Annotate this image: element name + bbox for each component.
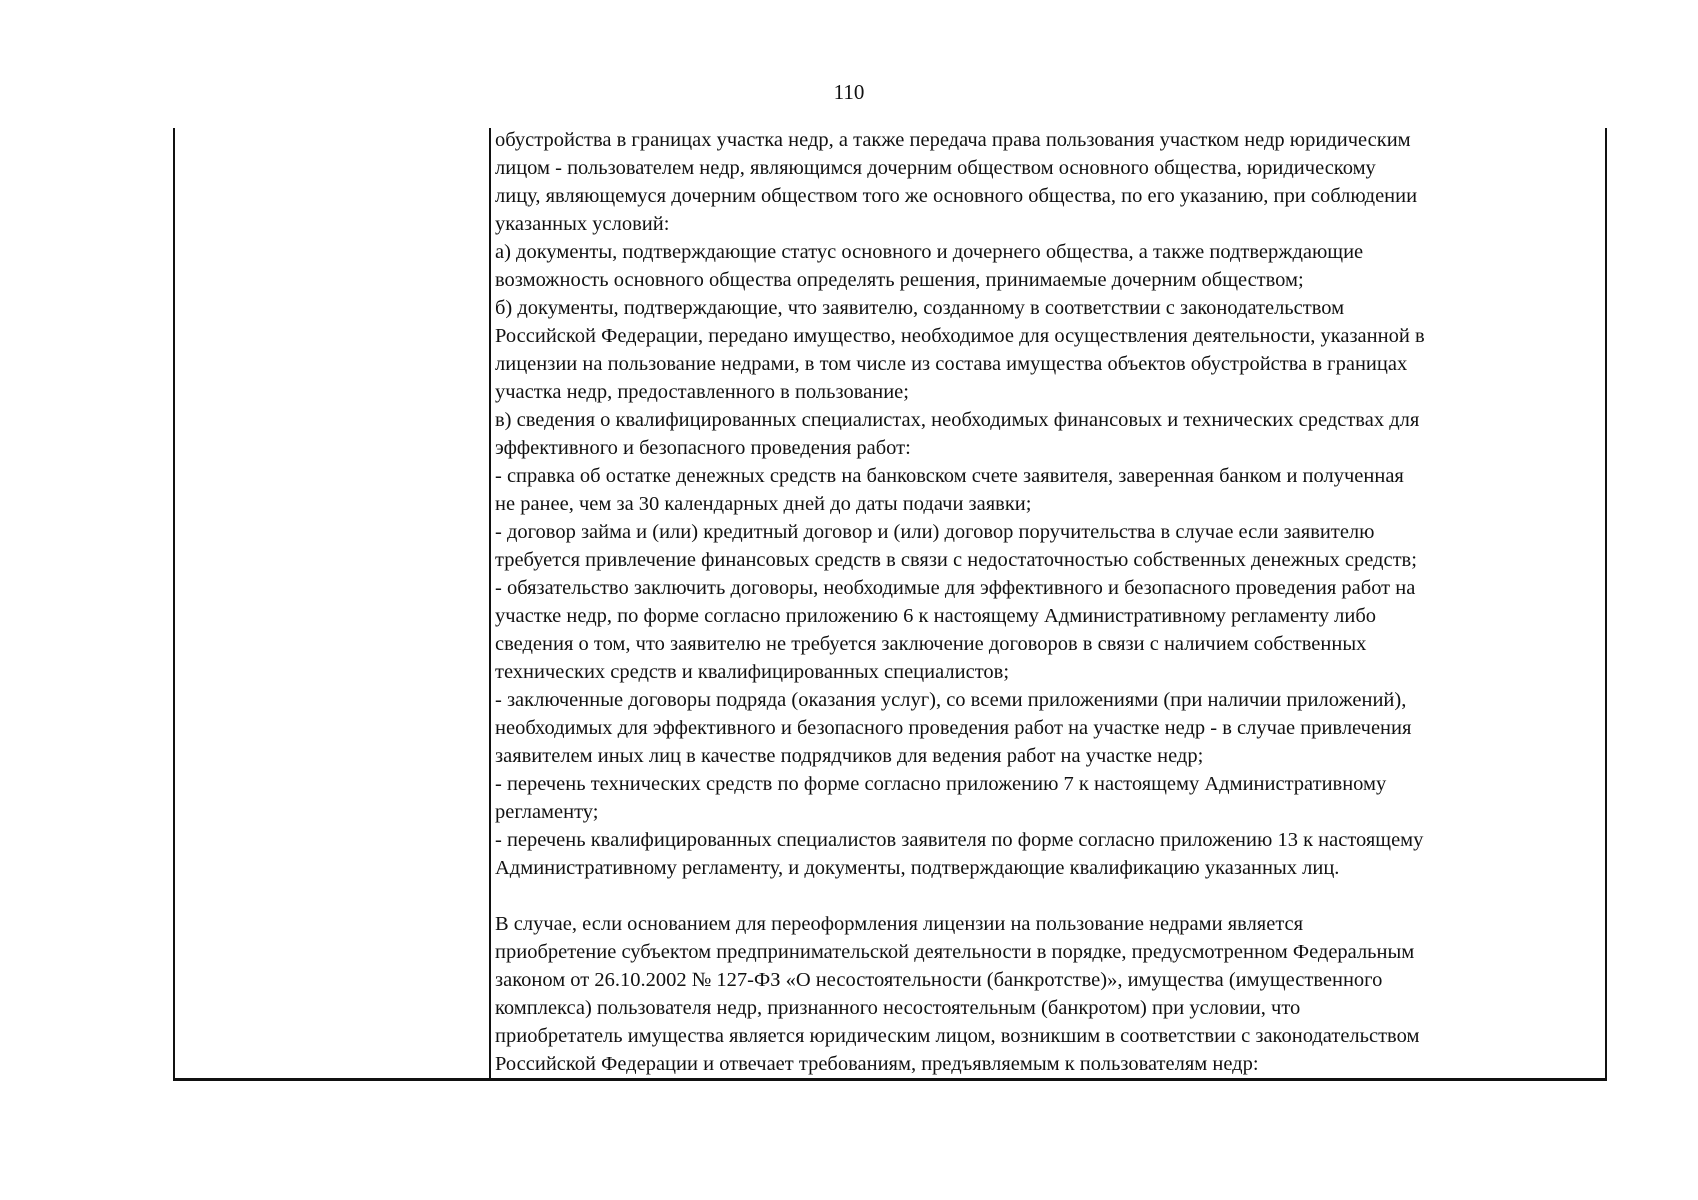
text-line: а) документы, подтверждающие статус основного и дочернего общества, а также подтверждающие xyxy=(495,241,1364,263)
text-line: обустройства в границах участка недр, а также передача права пользования участком недр юридическим xyxy=(495,129,1411,151)
text-line: В случае, если основанием для переоформления лицензии на пользование недрами является xyxy=(495,913,1304,935)
text-line: - перечень технических средств по форме согласно приложению 7 к настоящему Административному xyxy=(495,773,1387,795)
table-right-cell xyxy=(495,126,1600,1078)
text-line: требуется привлечение финансовых средств в связи с недостаточностью собственных денежных средств; xyxy=(495,549,1417,571)
text-line: - заключенные договоры подряда (оказания услуг), со всеми приложениями (при наличии приложений), xyxy=(495,689,1407,711)
text-line: Российской Федерации и отвечает требованиям, предъявляемым к пользователям недр: xyxy=(495,1053,1259,1075)
text-line: Административному регламенту, и документы, подтверждающие квалификацию указанных лиц. xyxy=(495,857,1340,879)
text-line: Российской Федерации, передано имущество, необходимое для осуществления деятельности, указанной в xyxy=(495,325,1425,347)
text-line: лицу, являющемуся дочерним обществом того же основного общества, по его указанию, при соблюдении xyxy=(495,185,1418,207)
text-line: технических средств и квалифицированных специалистов; xyxy=(495,661,1010,683)
text-line: - договор займа и (или) кредитный договор и (или) договор поручительства в случае если заявителю xyxy=(495,521,1375,543)
document-table xyxy=(173,128,1607,1081)
text-line: участке недр, по форме согласно приложению 6 к настоящему Административному регламенту либо xyxy=(495,605,1377,627)
text-line: регламенту; xyxy=(495,801,599,823)
text-line: комплекса) пользователя недр, признанного несостоятельным (банкротом) при условии, что xyxy=(495,997,1301,1019)
paragraph-gap xyxy=(495,882,1600,910)
text-line: заявителем иных лиц в качестве подрядчиков для ведения работ на участке недр; xyxy=(495,745,1204,767)
text-line: законом от 26.10.2002 № 127-ФЗ «О несостоятельности (банкротстве)», имущества (имущественного xyxy=(495,969,1383,991)
page-number: 110 xyxy=(833,80,865,104)
text-line: - перечень квалифицированных специалистов заявителя по форме согласно приложению 13 к настоящему xyxy=(495,829,1424,851)
column-divider xyxy=(489,128,491,1078)
text-line: не ранее, чем за 30 календарных дней до даты подачи заявки; xyxy=(495,493,1032,515)
text-line: указанных условий: xyxy=(495,213,670,235)
text-line: эффективного и безопасного проведения работ: xyxy=(495,437,911,459)
text-line: приобретение субъектом предпринимательской деятельности в порядке, предусмотренном Федеральным xyxy=(495,941,1415,963)
text-line: приобретатель имущества является юридическим лицом, возникшим в соответствии с законодательством xyxy=(495,1025,1420,1047)
text-line: лицензии на пользование недрами, в том числе из состава имущества объектов обустройства в границах xyxy=(495,353,1408,375)
text-line: - справка об остатке денежных средств на банковском счете заявителя, заверенная банком и полученная xyxy=(495,465,1404,487)
text-line: в) сведения о квалифицированных специалистах, необходимых финансовых и технических средствах для xyxy=(495,409,1420,431)
text-line: лицом - пользователем недр, являющимся дочерним обществом основного общества, юридическому xyxy=(495,157,1376,179)
text-line: - обязательство заключить договоры, необходимые для эффективного и безопасного проведения работ на xyxy=(495,577,1416,599)
text-line: необходимых для эффективного и безопасного проведения работ на участке недр - в случае привлечения xyxy=(495,717,1412,739)
text-line: возможность основного общества определять решения, принимаемые дочерним обществом; xyxy=(495,269,1304,291)
text-line: сведения о том, что заявителю не требуется заключение договоров в связи с наличием собственных xyxy=(495,633,1367,655)
text-line: участка недр, предоставленного в пользование; xyxy=(495,381,909,403)
text-line: б) документы, подтверждающие, что заявителю, созданному в соответствии с законодательством xyxy=(495,297,1345,319)
